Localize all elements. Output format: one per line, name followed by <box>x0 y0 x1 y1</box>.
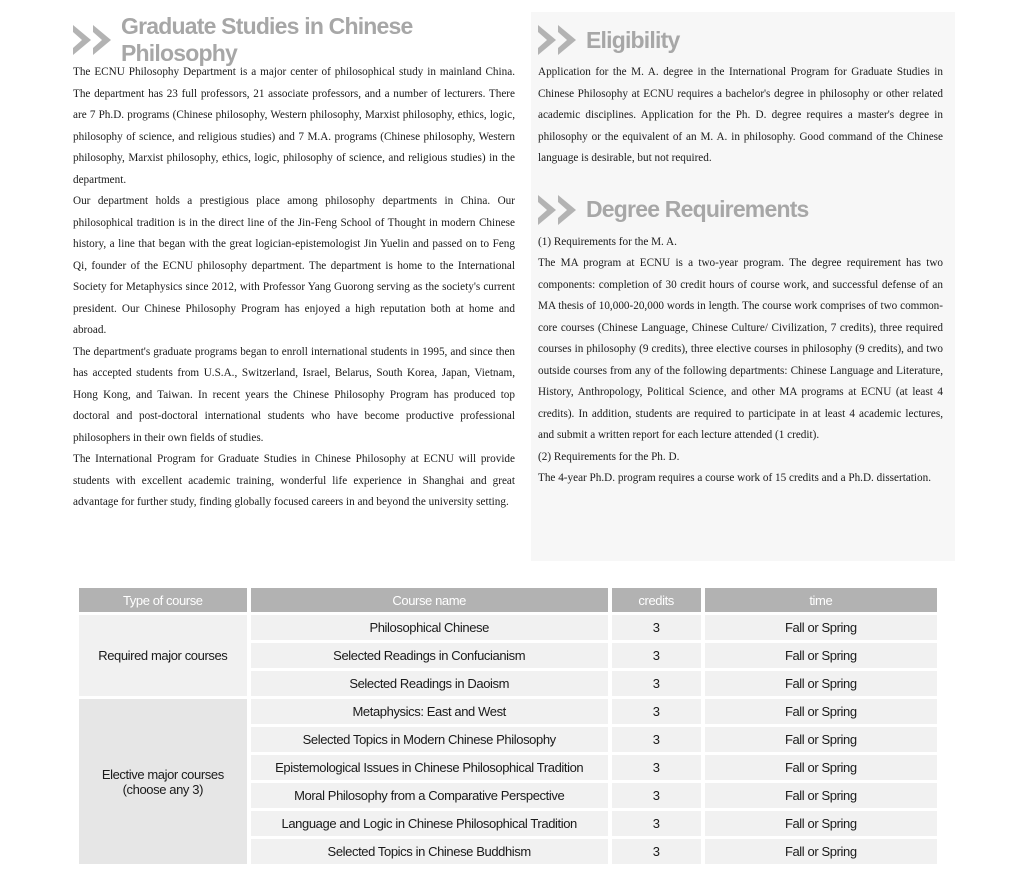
graduate-studies-header <box>73 13 515 66</box>
course-credits: 3 <box>612 755 701 780</box>
table-row <box>79 699 937 724</box>
course-time: Fall or Spring <box>705 839 937 864</box>
eligibility-header <box>538 22 943 58</box>
course-time: Fall or Spring <box>705 643 937 668</box>
group-label-elective: Elective major courses (choose any 3) <box>79 699 247 864</box>
course-time: Fall or Spring <box>705 615 937 640</box>
phd-requirements-heading: (2) Requirements for the Ph. D. <box>538 450 680 463</box>
header-type-of-course: Type of course <box>79 588 247 612</box>
ma-requirements-text: The MA program at ECNU is a two-year program. The degree requirement has two components: completion of 30 credit hours of course work, and successful defense of an MA thesis of 10,000-20,000 words in length. The course work comprises of two common-core courses (Chinese Language, Chinese Culture/ Civilization, 7 credits), three required courses in philosophy (9 credits), three elective courses in philosophy (9 credits), and two outside courses from any of the following departments: Chinese Language and Literature, History, Anthropology, Political Science, and other MA programs at ECNU (at least 4 credits). In addition, students are required to participate in at least 4 academic lectures, and submit a written report for each lecture attended (1 credit). <box>538 257 943 441</box>
header-course-name: Course name <box>251 588 608 612</box>
course-credits: 3 <box>612 783 701 808</box>
group-label-required: Required major courses <box>79 615 247 696</box>
eligibility-title: Eligibility <box>586 26 680 53</box>
course-time: Fall or Spring <box>705 699 937 724</box>
course-time: Fall or Spring <box>705 783 937 808</box>
course-credits: 3 <box>612 811 701 836</box>
header-credits: credits <box>612 588 701 612</box>
intro-paragraph: The ECNU Philosophy Department is a major center of philosophical study in mainland China. The department has 23 full professors, 21 associate professors, and a number of lecturers. There are 7 Ph.D. programs (Chinese philosophy, Western philosophy, Marxist philosophy, ethics, logic, philosophy of science, and religious studies) and 7 M.A. programs (Chinese philosophy, Western philosophy, Marxist philosophy, ethics, logic, philosophy of science, and religious studies) in the department. <box>73 66 515 186</box>
table-header-row <box>79 588 937 612</box>
course-name: Epistemological Issues in Chinese Philosophical Tradition <box>251 755 608 780</box>
course-time: Fall or Spring <box>705 811 937 836</box>
tradition-paragraph: Our department holds a prestigious place among philosophy departments in China. Our philosophical tradition is in the direct line of the Jin-Feng School of Thought in modern Chinese history, a line that began with the great logician-epistemologist Jin Yuelin and passed on to Feng Qi, founder of the ECNU philosophy department. The department is home to the International Society for Metaphysics since 2012, with Professor Yang Guorong serving as the society's current president. Our Chinese Philosophy Program has enjoyed a high reputation both at home and abroad. <box>73 195 515 336</box>
double-chevron-icon <box>73 25 111 55</box>
course-credits: 3 <box>612 615 701 640</box>
course-name: Selected Topics in Modern Chinese Philosophy <box>251 727 608 752</box>
requirements-column <box>538 22 943 490</box>
header-time: time <box>705 588 937 612</box>
course-time: Fall or Spring <box>705 755 937 780</box>
course-name: Philosophical Chinese <box>251 615 608 640</box>
graduate-studies-title: Graduate Studies in Chinese Philosophy <box>121 13 413 66</box>
course-credits: 3 <box>612 671 701 696</box>
course-time: Fall or Spring <box>705 671 937 696</box>
ma-requirements-heading: (1) Requirements for the M. A. <box>538 235 677 248</box>
course-credits: 3 <box>612 699 701 724</box>
course-credits: 3 <box>612 727 701 752</box>
course-time: Fall or Spring <box>705 727 937 752</box>
phd-requirements-text: The 4-year Ph.D. program requires a course work of 15 credits and a Ph.D. dissertation. <box>538 472 932 484</box>
course-credits: 3 <box>612 839 701 864</box>
course-table <box>75 585 941 867</box>
course-name: Metaphysics: East and West <box>251 699 608 724</box>
course-name: Selected Readings in Confucianism <box>251 643 608 668</box>
graduate-studies-section <box>73 13 515 514</box>
course-credits: 3 <box>612 643 701 668</box>
degree-requirements-header <box>538 192 943 228</box>
double-chevron-icon <box>538 195 576 225</box>
course-name: Selected Topics in Chinese Buddhism <box>251 839 608 864</box>
degree-requirements-title: Degree Requirements <box>586 196 809 222</box>
double-chevron-icon <box>538 25 576 55</box>
course-name: Selected Readings in Daoism <box>251 671 608 696</box>
course-name: Moral Philosophy from a Comparative Perspective <box>251 783 608 808</box>
program-paragraph: The International Program for Graduate Studies in Chinese Philosophy at ECNU will provide students with excellent academic training, wonderful life experience in Shanghai and great advantage for further study, finding globally focused careers in and beyond the university setting. <box>73 453 515 508</box>
eligibility-text: Application for the M. A. degree in the International Program for Graduate Studies in Chinese Philosophy at ECNU requires a bachelor's degree in philosophy or other related academic disciplines. Application for the Ph. D. degree requires a master's degree in philosophy or the equivalent of an M. A. in philosophy. Good command of the Chinese language is desirable, but not required. <box>538 66 943 164</box>
international-paragraph: The department's graduate programs began to enroll international students in 1995, and since then has accepted students from U.S.A., Switzerland, Israel, Belarus, South Korea, Japan, Vietnam, Hong Kong, and Taiwan. In recent years the Chinese Philosophy Program has produced top doctoral and post-doctoral international students who have become productive professional philosophers in their own fields of studies. <box>73 345 515 444</box>
table-row <box>79 615 937 640</box>
course-name: Language and Logic in Chinese Philosophical Tradition <box>251 811 608 836</box>
